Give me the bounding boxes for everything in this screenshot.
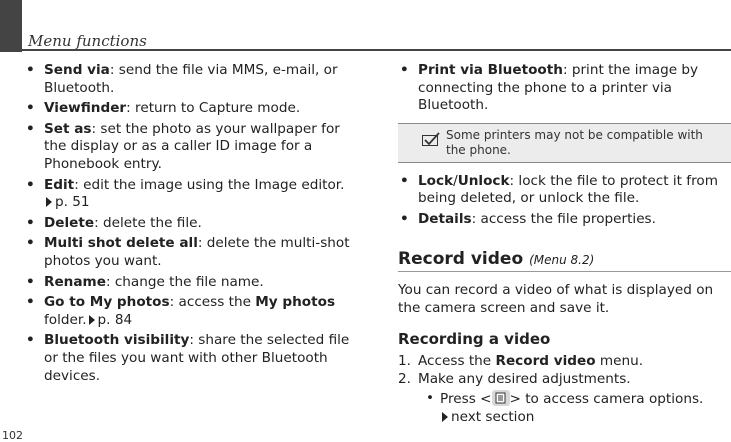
list-item — [24, 235, 359, 270]
page-ref: p. 51 — [55, 194, 90, 211]
menu-name: Record video — [495, 352, 596, 369]
option-text: folder. — [44, 311, 87, 328]
list-item — [24, 274, 359, 292]
option-text: : print the image by connecting the phone to a printer via Bluetooth. — [418, 62, 699, 114]
option-list-right-top — [398, 62, 731, 115]
list-item — [24, 121, 359, 174]
option-separator: / — [453, 172, 458, 189]
option-term: Viewfinder — [44, 100, 127, 117]
option-term: Print via Bluetooth — [418, 62, 563, 78]
header-bar — [0, 0, 22, 52]
right-column — [398, 62, 731, 426]
list-item — [24, 332, 359, 385]
option-term: Edit — [44, 176, 75, 193]
option-text: : access the — [169, 294, 256, 311]
option-term: Send via — [44, 62, 110, 78]
subsection-title: Recording a video — [398, 330, 551, 349]
section-intro: You can record a video of what is displayed on the camera screen and save it. — [398, 282, 714, 316]
option-text: : share the selected file or the files you want with other Bluetooth devices. — [44, 332, 350, 384]
list-item — [398, 62, 731, 115]
page-ref-arrow-icon — [89, 315, 95, 325]
sub-step-list — [418, 390, 731, 426]
page-header-title: Menu functions — [28, 32, 147, 50]
list-item — [24, 62, 359, 97]
sub-step-item — [418, 390, 731, 426]
option-term: Set as — [44, 120, 92, 137]
section-title — [398, 248, 731, 273]
folder-name: My photos — [255, 294, 336, 311]
list-item — [398, 173, 731, 208]
option-term: Go to My photos — [44, 294, 170, 311]
option-term: Multi shot delete all — [44, 235, 198, 252]
steps-list — [398, 353, 731, 426]
page-number: 102 — [2, 429, 23, 442]
option-term: Unlock — [457, 172, 510, 189]
option-text: : set the photo as your wallpaper for the display or as a caller ID image for a Phonebook entry. — [44, 120, 340, 172]
note-text: Some printers may not be compatible with the phone. — [446, 127, 703, 157]
page-ref-arrow-icon — [46, 197, 52, 207]
left-column — [24, 62, 359, 388]
checkmark-note-icon — [422, 132, 440, 146]
option-text: : delete the multi-shot photos you want. — [44, 235, 350, 269]
menu-key-icon — [492, 390, 510, 406]
step-text: menu. — [595, 352, 644, 369]
list-item — [24, 294, 359, 329]
list-item — [24, 100, 359, 118]
option-term: Delete — [44, 214, 95, 231]
option-term: Details — [418, 210, 472, 227]
option-term: Bluetooth visibility — [44, 332, 190, 349]
option-text: : return to Capture mode. — [126, 100, 301, 117]
note-box — [398, 123, 731, 163]
page-ref: p. 84 — [97, 311, 133, 328]
step-number: 1. — [398, 352, 411, 369]
option-text: : edit the image using the Image editor. — [74, 176, 345, 193]
option-list-right-bottom — [398, 173, 731, 229]
option-term: Lock — [418, 172, 454, 189]
option-text: : change the file name. — [105, 273, 264, 290]
step-item — [398, 371, 731, 427]
menu-ref: (Menu 8.2) — [529, 252, 595, 267]
section-ref: next section — [451, 408, 535, 425]
option-text: : send the file via MMS, e-mail, or Bluetooth. — [44, 62, 338, 96]
list-item — [24, 177, 359, 212]
option-term: Rename — [44, 273, 106, 290]
sub-step-text: Press < — [440, 391, 492, 408]
sub-step-text: > to access camera options. — [509, 391, 704, 408]
option-text: : delete the file. — [94, 214, 202, 231]
step-item — [398, 353, 731, 371]
step-text: Make any desired adjustments. — [418, 370, 631, 387]
step-text: Access the — [418, 352, 496, 369]
list-item — [24, 215, 359, 233]
page-ref-arrow-icon — [442, 412, 448, 422]
list-item — [398, 211, 731, 229]
option-text: : lock the file to protect it from being deleted, or unlock the file. — [418, 172, 718, 207]
section-title-text: Record video — [398, 248, 524, 269]
step-number: 2. — [398, 370, 411, 387]
option-list-left — [24, 62, 359, 385]
option-text: : access the file properties. — [471, 210, 656, 227]
